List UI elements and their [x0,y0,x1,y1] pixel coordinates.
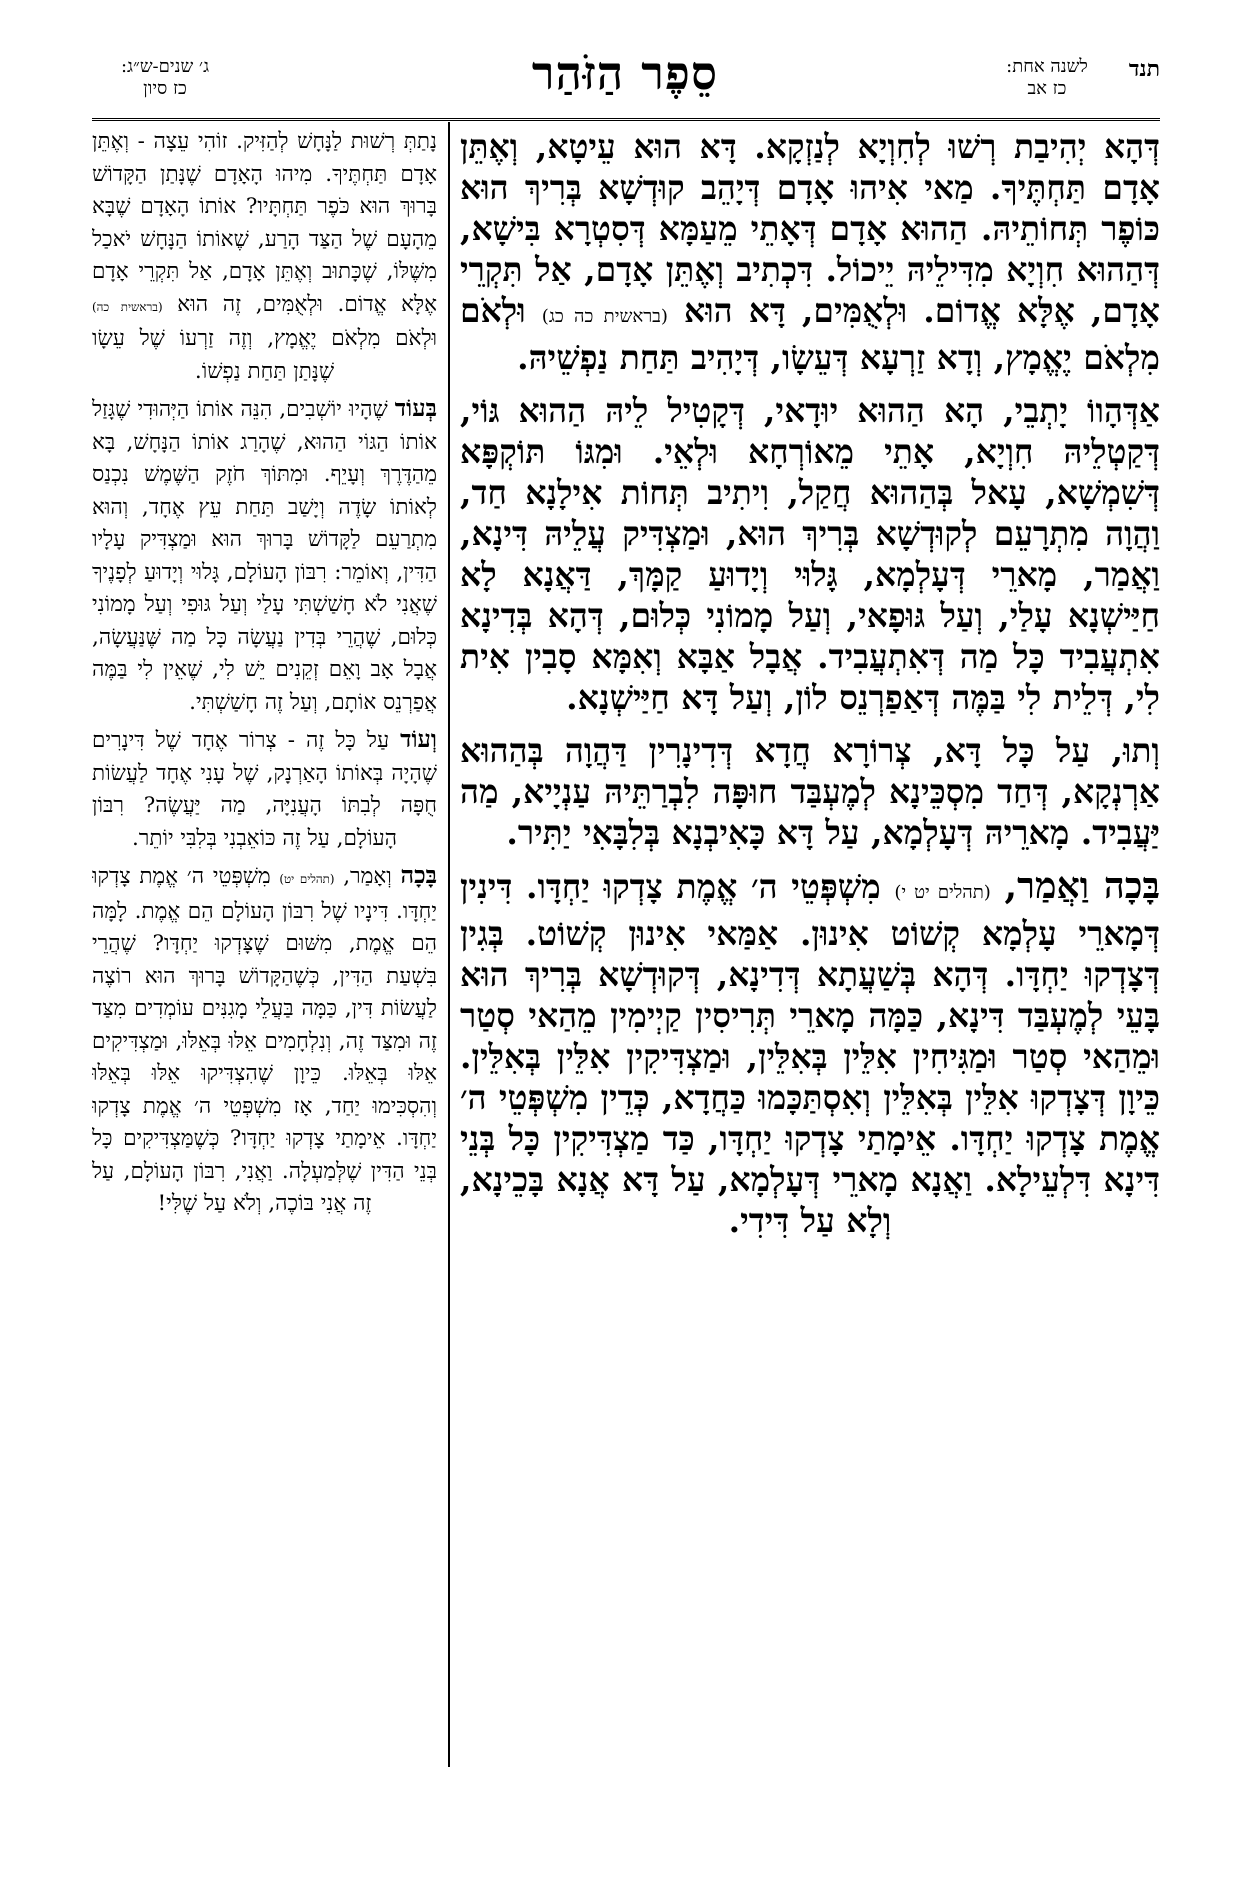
page-header [90,46,1160,121]
translation-paragraph: בָּכָה וְאָמַר, (תהלים יט) מִשְׁפְּטֵי ה׳ אֱמֶת צָדְקוּ יַחְדָּו. דִּינָיו שֶׁל רִבּוֹן הָעוֹלָם הֵם אֱמֶת. לָמָּה הֵם אֱמֶת, מִשּׁוּם שֶׁצָּדְקוּ יַחְדָּו? שֶׁהֲרֵי בִּשְׁעַת הַדִּין, כְּשֶׁהַקָּדוֹשׁ בָּרוּךְ הוּא רוֹצֶה לַעֲשׂוֹת דִּין, כַּמָּה בַּעֲלֵי מָגִנִּים עוֹמְדִים מִצַּד זֶה וּמִצַּד זֶה, וְנִלְחָמִים אֵלּוּ בְּאֵלּוּ, וּמַצְדִּיקִים אֵלּוּ בְּאֵלּוּ. כֵּיוָן שֶׁהִצְדִּיקוּ אֵלּוּ בְּאֵלּוּ וְהִסְכִּימוּ יַחַד, אָז מִשְׁפְּטֵי ה׳ אֱמֶת צָדְקוּ יַחְדָּו. אֵימָתַי צָדְקוּ יַחְדָּו? כְּשֶׁמַּצְדִּיקִים כָּל בְּנֵי הַדִּין שֶׁלְּמַעְלָה. וַאֲנִי, רִבּוֹן הָעוֹלָם, עַל זֶה אֲנִי בּוֹכֶה, וְלֹא עַל שֶׁלִּי! [92,861,437,1216]
verse-reference: (בראשית כה כג) [541,306,668,327]
verse-reference: (תהלים יט י) [894,882,991,903]
daily-reading-label: לשנה אחת: [1006,56,1088,77]
book-title: סֵפֶר הַזֹּהַר [531,46,719,100]
zohar-paragraph: וְתוּ, עַל כָּל דָּא, צְרוֹרָא חֲדָא דְּדִינָרִין דַּהֲוָה בְּהַהוּא אַרְנְקָא, דְּחַד מִסְכֵּינָא לְמֶעְבַּד חוּפָּה לִבְרַתֵּיהּ עַנְיָיא, מַה יַּעֲבִיד. מָארֵיהּ דְּעָלְמָא, עַל דָּא כָּאִיבְנָא בְּלִבָּאִי יַתִּיר. [460,731,1160,852]
verse-reference: (בראשית כה) [92,299,163,314]
verse-reference: (תהלים יט) [279,872,335,886]
zohar-paragraph: דְּהָא יְהִיבַת רְשׁוּ לְחִוְיָא לְנַזְקָא. דָּא הוּא עֵיטָא, וְאֶתֵּן אָדָם תַּחְתֶּיךָ. מַאי אִיהוּ אָדָם דְּיָהֵב קוּדְשָׁא בְּרִיךְ הוּא כּוֹפֶר תְּחוֹתֵיהּ. הַהוּא אָדָם דְּאָתֵי מֵעַמָּא דְּסִטְרָא בִּישָׁא, דְּהַהוּא חִוְיָא מִדִּילֵיהּ יֵיכוֹל. דִּכְתִיב וְאֶתֵּן אָדָם, אַל תִּקְרֵי אָדָם, אֶלָּא אֱדוֹם. וּלְאֻמִּים, דָּא הוּא (בראשית כה כג) וּלְאֹם מִלְאֹם יֶאֱמָץ, וְדָא זַרְעָא דְּעֵשָׂו, דְּיָהִיב תַּחַת נַפְשֵׁיהּ. [460,127,1160,377]
column-divider [448,122,450,1767]
translation-paragraph: נָתַתְּ רְשׁוּת לַנָּחָשׁ לְהַזִּיק. זוֹהִי עֵצָה - וְאֶתֵּן אָדָם תַּחְתֶּיךָ. מִיהוּ הָאָדָם שֶׁנָּתַן הַקָּדוֹשׁ בָּרוּךְ הוּא כֹּפֶר תַּחְתָּיו? אוֹתוֹ הָאָדָם שֶׁבָּא מֵהָעָם שֶׁל הַצַּד הָרַע, שֶׁאוֹתוֹ הַנָּחָשׁ יֹאכַל מִשֶּׁלּוֹ, שֶׁכָּתוּב וְאֶתֵּן אָדָם, אַל תִּקְרֵי אָדָם אֶלָּא אֱדוֹם. וּלְאֻמִּים, זֶה הוּא (בראשית כה) וּלְאֹם מִלְאֹם יֶאֱמָץ, וְזֶה זַרְעוֹ שֶׁל עֵשָׂו שֶׁנָּתַן תַּחַת נַפְשׁוֹ. [92,129,437,384]
zohar-text-column [460,126,1160,1766]
header-divider [92,118,1160,121]
cycle-reading-info [90,56,240,100]
cycle-reading-date: כז סיון [143,78,187,99]
cycle-reading-label: ג׳ שנים-ש״ג: [120,56,210,77]
translation-column [92,126,437,1766]
zohar-paragraph: בָּכָה וַאֲמַר, (תהלים יט י) מִשְׁפְּטֵי ה׳ אֱמֶת צָדְקוּ יַחְדָּו. דִּינִין דְּמָארֵי עָלְמָא קְשׁוֹט אִינוּן. אַמַּאי אִינוּן קְשׁוֹט. בְּגִין דְּצָדְקוּ יַחְדָּו. דְּהָא בְּשַׁעֲתָא דְּדִינָא, דְּקוּדְשָׁא בְּרִיךְ הוּא בָּעֵי לְמֶעְבַּד דִּינָא, כַּמָּה מָארֵי תְּרִיסִין קַיְימִין מֵהַאי סְטַר וּמֵהַאי סְטַר וּמַגִּיחִין אִלֵּין בְּאִלֵּין, וּמַצְדִּיקִין אִלֵּין בְּאִלֵּין. כֵּיוָן דְּצָדְקוּ אִלֵּין בְּאִלֵּין וְאִסְתַּכָּמוּ כַּחֲדָא, כְּדֵין מִשְׁפְּטֵי ה׳ אֱמֶת צָדְקוּ יַחְדָּו. אֵימָתַי צָדְקוּ יַחְדָּו, כַּד מַצְדִּיקִין כָּל בְּנֵי דִּינָא דִּלְעֵילָא. וַאֲנָא מָארֵי דְּעָלְמָא, עַל דָּא אֲנָא בָּכֵינָא, וְלָא עַל דִּידִי. [460,864,1160,1240]
translation-paragraph: וְעוֹד עַל כָּל זֶה - צְרוֹר אֶחָד שֶׁל דִּינָרִים שֶׁהָיָה בְּאוֹתוֹ הָאַרְנָק, שֶׁל עָנִי אֶחָד לַעֲשׂוֹת חֻפָּה לְבִתּוֹ הָעֲנִיָּה, מַה יַּעֲשֶׂה? רִבּוֹן הָעוֹלָם, עַל זֶה כּוֹאֵבְנִי בְּלִבִּי יוֹתֵר. [92,725,437,851]
zohar-paragraph: אַדְּהָווֹ יָתְבֵי, הָא הַהוּא יוּדָאי, דְּקָטִיל לֵיהּ הַהוּא גּוֹי, דְּקַטְלֵיהּ חִוְיָא, אָתֵי מֵאוֹרְחָא וּלְאֵי. וּמִגּוֹ תּוֹקְפָּא דְּשִׁמְשָׁא, עָאל בְּהַהוּא חֲקַל, וִיתִיב תְּחוֹת אִילָנָא חַד, וַהֲוָה מִתְרָעֵם לְקוּדְשָׁא בְּרִיךְ הוּא, וּמַצְדִּיק עֲלֵיהּ דִּינָא, וַאֲמַר, מָארֵי דְּעָלְמָא, גָּלוּי וְיָדוּעַ קַמָּךְ, דַּאֲנָא לָא חַיַּישְׁנָא עָלַי, וְעַל גּוּפָאי, וְעַל מָמוֹנִי כְּלוּם, דְּהָא בְּדִינָא אִתְעֲבִיד כָּל מַה דְּאִתְעֲבִיד. אֲבָל אַבָּא וְאִמָּא סָבִין אִית לִי, דְּלֵית לִי בַּמֶּה דְּאַפַרְנֵס לוֹן, וְעַל דָּא חַיַּישְׁנָא. [460,391,1160,717]
page-number: תנד [1128,56,1160,82]
daily-reading-date: כז אב [1027,78,1067,99]
translation-paragraph: בְּעוֹד שֶׁהָיוּ יוֹשְׁבִים, הִנֵּה אוֹתוֹ הַיְּהוּדִי שֶׁגָּזַל אוֹתוֹ הַגּוֹי הַהוּא, שֶׁהָרַג אוֹתוֹ הַנָּחָשׁ, בָּא מֵהַדֶּרֶךְ וְעָיֵף. וּמִתּוֹךְ חֹזֶק הַשֶּׁמֶשׁ נִכְנַס לְאוֹתוֹ שָׂדֶה וְיָשַׁב תַּחַת עֵץ אֶחָד, וְהוּא מִתְרַעֵם לַקָּדוֹשׁ בָּרוּךְ הוּא וּמַצְדִּיק עָלָיו הַדִּין, וְאוֹמֵר: רִבּוֹן הָעוֹלָם, גָּלוּי וְיָדוּעַ לְפָנֶיךָ שֶׁאֲנִי לֹא חָשַׁשְׁתִּי עָלַי וְעַל גּוּפִי וְעַל מָמוֹנִי כְּלוּם, שֶׁהֲרֵי בְּדִין נַעֲשָׂה כָּל מַה שֶּׁנַּעֲשָׂה, אֲבָל אָב וָאֵם זְקֵנִים יֵשׁ לִי, שֶׁאֵין לִי בַּמֶּה אֲפַרְנֵס אוֹתָם, וְעַל זֶה חָשַׁשְׁתִּי. [92,394,437,715]
